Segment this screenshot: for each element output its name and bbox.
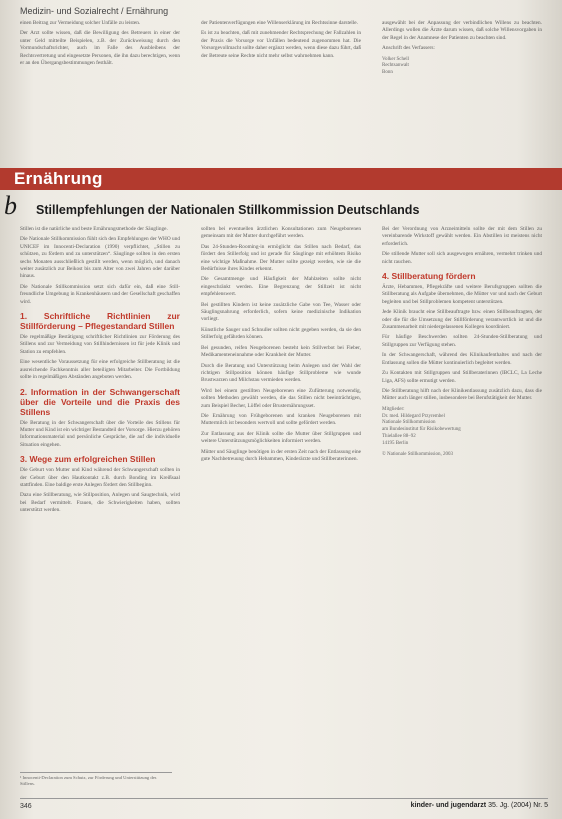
paragraph: Die Stillberatung hilft nach der Klinikentlassung zusätzlich dazu, dass die Mütter auch länger stillen, insbesondere bei Berufstätigkeit der Mutter. xyxy=(382,387,542,402)
paragraph: Bei gestillten Kindern ist keine zusätzliche Gabe von Tee, Wasser oder Säuglingsnahrung erforderlich, sofern keine medizinische Indikation vorliegt. xyxy=(201,301,361,323)
section-heading-1: 1. Schriftliche Richtlinien zur Stillförderung – Pflegestandard Stillen xyxy=(20,311,180,332)
paragraph: Die Geburt von Mutter und Kind während der Schwangerschaft sollten in der Geburt über den Hautkontakt z.B. durch Bonding im Kreißsaal stattfinden. Eine baldige erste Anlegen fördert den Stillbeginn. xyxy=(20,467,180,488)
section-band xyxy=(0,168,562,190)
paragraph: Bei der Verordnung von Arzneimitteln sollte der mit dem Stillen zu vereinbarende Wirkstoff gewählt werden. Ein Abstillen ist meistens nicht erforderlich. xyxy=(382,226,542,247)
paragraph: Es ist zu beachten, daß mit zunehmender Rechtsprechung der Fallzahlen in der Praxis die Vorsorge vor Unfällen bedeutend zugenommen hat. Die Vorsorgevollmacht sollte daher ergänzt werden, wenn diese dazu führt, daß der Betreute seine Rechte nicht mehr selbst wahrnehmen kann. xyxy=(201,30,361,59)
signature-line: am Bundesinstitut für Risikobewertung xyxy=(382,427,461,433)
prev-article-column-1 xyxy=(20,20,180,150)
journal-name: kinder- und jugendarzt xyxy=(410,802,487,809)
paragraph: Die Nationale Stillkommission fühlt sich den Empfehlungen der WHO und UNICEF im Innocenti-Declaration (1990) verpflichtet, „Stillen zu schützen, zu fördern und zu unterstützen“. Säuglinge sollten in den ersten sechs Monaten ausschließlich gestillt werden, wenn möglich, und danach weiter zusätzlich zur Beikost bis zum Alter von zwei Jahren oder darüber hinaus. xyxy=(20,236,180,280)
article-column-2 xyxy=(201,226,361,791)
author-address xyxy=(382,57,542,77)
paragraph: Die regelmäßige Bestätigung schriftlicher Richtlinien zur Förderung des Stillens und zur Vermeidung von Stillhindernissen ist für jede Klinik und Station zu empfehlen. xyxy=(20,334,180,355)
paragraph: Durch die Beratung und Unterstützung beim Anlegen und der Wahl der richtigen Stillposition können häufige Stillprobleme wie wunde Brustwarzen und Milchstau vermieden werden. xyxy=(201,362,361,384)
paragraph: Dazu eine Stillberatung, wie Stillposition, Anlegen und Saugtechnik, wird bei Bedarf vermittelt. Frauen, die Schwierigkeiten haben, sollten unterstützt werden. xyxy=(20,492,180,514)
paragraph: Künstliche Sauger und Schnuller sollten nicht gegeben werden, da sie den Stillerfolg gefährden können. xyxy=(201,326,361,341)
paragraph: Die Beratung in der Schwangerschaft über die Vorteile des Stillens für Mutter und Kind ist ein wichtiger Bestandteil der Vorsorge. Hierzu gehören Informationsmaterial und persönliche Gespräche, die auf die individuelle Situation eingehen. xyxy=(20,419,180,448)
signature-line: Thielallee 88–92 xyxy=(382,433,416,439)
signature-line: Nationale Stillkommission xyxy=(382,420,436,426)
journal-footer xyxy=(411,802,548,809)
section-heading-3: 3. Wege zum erfolgreichen Stillen xyxy=(20,454,156,465)
paragraph: Ärzte, Hebammen, Pflegekräfte und weitere Berufsgruppen sollten die Stillberatung als Aufgabe übernehmen, die Mütter vor und nach der Geburt begleiten und bei Stillproblemen kompetent unterstützen. xyxy=(382,284,542,305)
article-title: Stillempfehlungen der Nationalen Stillkommission Deutschlands xyxy=(36,203,420,217)
article-column-1 xyxy=(20,226,180,771)
paragraph: Eine wesentliche Voraussetzung für eine erfolgreiche Stillberatung ist die ausreichende Fachkenntnis aller beteiligten Mitarbeiter. Die Fortbildung sollte in regelmäßigen Abständen angeboten werden. xyxy=(20,359,180,381)
handwritten-mark: b xyxy=(4,191,17,220)
signature-line: Dr. med. Hildegard Przyrembel xyxy=(382,413,445,419)
running-head: Medizin- und Sozialrecht / Ernährung xyxy=(20,6,169,16)
section-title: Ernährung xyxy=(14,169,103,188)
paragraph: In der Schwangerschaft, während des Klinikaufenthaltes und nach der Entlassung sollen die Mütter kontinuierlich begleitet werden. xyxy=(382,352,542,366)
paragraph: Stillen ist die natürliche und beste Ernährungsmethode der Säuglinge. xyxy=(20,226,168,232)
paragraph: Die stillende Mutter soll sich ausgewogen ernähren, vermehrt trinken und nicht rauchen. xyxy=(382,251,542,265)
section-heading-2: 2. Information in der Schwangerschaft über die Vorteile und die Praxis des Stillens xyxy=(20,386,180,417)
signature-heading: Mitglieder: xyxy=(382,406,405,412)
paragraph: Wird bei einem gestillten Neugeborenen eine Zufütterung notwendig, sollten Methoden gewählt werden, die das Stillen nicht beeinträchtigen, zum Beispiel Becher, Löffel oder Brusternährungsset. xyxy=(201,387,361,409)
signature-block xyxy=(382,407,542,448)
paragraph: einen Beitrag zur Vermeidung solcher Unfälle zu leisten. xyxy=(20,20,141,26)
paragraph: Mütter und Säuglinge benötigen in der ersten Zeit nach der Entlassung eine gute Nachbetreuung durch Hebammen, Kinderärzte und Stillberaterinnen. xyxy=(201,448,361,462)
section-heading-4: 4. Stillberatung fördern xyxy=(382,271,476,282)
signature-line: 14195 Berlin xyxy=(382,440,409,446)
paragraph: Zu Kontakten mit Stillgruppen und Stillberaterinnen (IBCLC, La Leche Liga, AFS) sollte ermutigt werden. xyxy=(382,370,542,384)
copyright-note: © Nationale Stillkommission, 2003 xyxy=(382,451,454,457)
paragraph: ausgewählt bei der Anpassung der verbindlichen Willens zu beachten. Allerdings wollen die Ärzte darum wissen, daß solche Willensvorgaben in der Regel in der Anamnese der Patienten zu beachten sind. xyxy=(382,20,542,41)
author-role: Rechtsanwalt xyxy=(382,63,409,69)
paragraph: Jede Klinik braucht eine Stillbeauftragte bzw. einen Stillbeauftragten, der oder die für die Umsetzung der Stillförderung verantwortlich ist und die Zusammenarbeit mit niedergelassenen Kollegen koordiniert. xyxy=(382,309,542,331)
paragraph: Anschrift des Verfassers: xyxy=(382,45,435,52)
prev-article-column-2 xyxy=(201,20,361,150)
author-city: Bonn xyxy=(382,70,393,76)
footer-divider xyxy=(20,798,548,799)
footnote: ¹ Innocenti-Declaration zum Schutz, zur Förderung und Unterstützung des Stillens. xyxy=(20,772,172,787)
article-column-3 xyxy=(382,226,542,791)
paragraph: Die Gesamtmenge und Häufigkeit der Mahlzeiten sollte nicht eingeschränkt werden. Eine Begrenzung der Stillzeit ist nicht empfehlenswert. xyxy=(201,276,361,298)
paragraph: Das 24-Stunden-Rooming-in ermöglicht das Stillen nach Bedarf, das fördert den Stillerfolg und ist gerade für Säuglinge mit erhöhtem Risiko eine wichtige Maßnahme. Der Mutter sollte gezeigt werden, wie sie die Bedürfnisse ihres Kindes erkennt. xyxy=(201,243,361,273)
paragraph: Bei gesunden, reifen Neugeborenen besteht kein Stillverbot bei Fieber, Medikamenteneinnahme oder Krankheit der Mutter. xyxy=(201,344,361,359)
page-number: 346 xyxy=(20,803,32,810)
journal-issue: 35. Jg. (2004) Nr. 5 xyxy=(488,802,548,809)
paragraph: Die Nationale Stillkommission setzt sich dafür ein, daß eine Still-freundliche Umgebung in Krankenhäusern und der Gesellschaft geschaffen wird. xyxy=(20,283,180,305)
paragraph: Die Ernährung von Frühgeborenen und kranken Neugeborenen mit Muttermilch ist besonders wertvoll und sollte gefördert werden. xyxy=(201,412,361,427)
paragraph: Zur Entlassung aus der Klinik sollte die Mutter über Stillgruppen und weitere Unterstützungsmöglichkeiten informiert werden. xyxy=(201,430,361,445)
paragraph: Für häufige Beschwerden sollten 24-Stunden-Stillberatung und Stillgruppen zur Verfügung stehen. xyxy=(382,334,542,348)
paragraph: der Patientenverfügungen eine Willenserklärung im Rechtssinne darstelle. xyxy=(201,20,358,26)
paragraph: sollten bei eventuellen ärztlichen Konsultationen zum Neugeborenen gemeinsam mit der Mutter durchgeführt werden. xyxy=(201,226,361,240)
prev-article-column-3 xyxy=(382,20,542,150)
author-name: Volker Schell xyxy=(382,56,409,62)
paragraph: Der Arzt sollte wissen, daß die Bewilligung des Betreuers in einer der unter Geld mitteilte Beispielen, z.B. der Zurückweisung durch den Vormundschaftsrichter, auch im Falle des Ausbleibens der Rechtsvertretung und eingesetzte Personen, die ihn dazu berechtigen, wenn er an den Übergangsbestimmungen festhält. xyxy=(20,30,180,67)
